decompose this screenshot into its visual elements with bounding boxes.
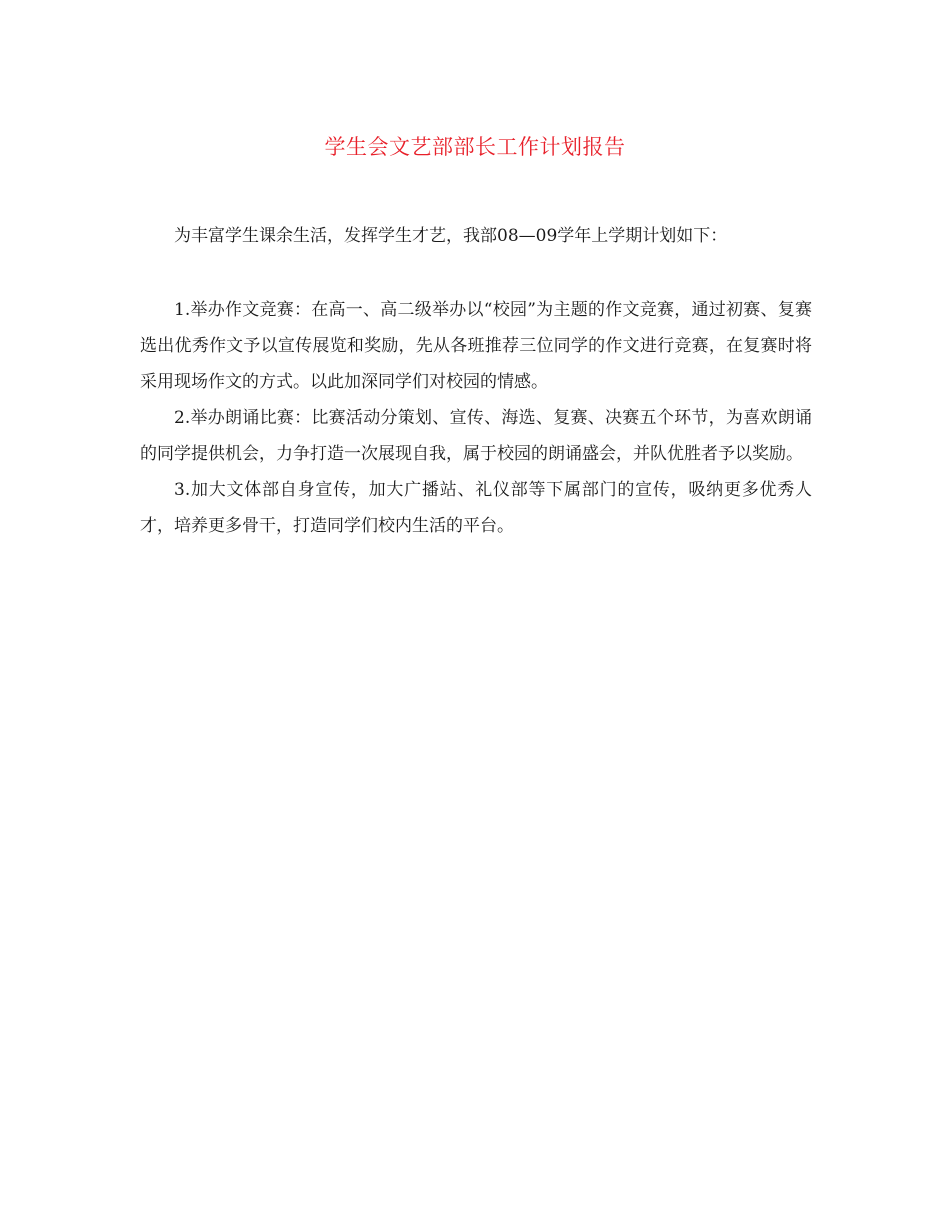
plan-item-3: 3.加大文体部自身宣传，加大广播站、礼仪部等下属部门的宣传，吸纳更多优秀人才，培养更多骨干，打造同学们校内生活的平台。 [140,480,812,536]
document-title: 学生会文艺部部长工作计划报告 [324,135,626,159]
intro-paragraph: 为丰富学生课余生活，发挥学生才艺，我部08—09学年上学期计划如下： [174,226,728,246]
document-body [140,218,812,544]
plan-item-1: 1.举办作文竞赛：在高一、高二级举办以“校园”为主题的作文竞赛，通过初赛、复赛选出优秀作文予以宣传展览和奖励，先从各班推荐三位同学的作文进行竞赛，在复赛时将采用现场作文的方式。以此加深同学们对校园的情感。 [140,300,812,392]
plan-item-2: 2.举办朗诵比赛：比赛活动分策划、宣传、海选、复赛、决赛五个环节，为喜欢朗诵的同学提供机会，力争打造一次展现自我，属于校园的朗诵盛会，并队优胜者予以奖励。 [140,408,812,464]
